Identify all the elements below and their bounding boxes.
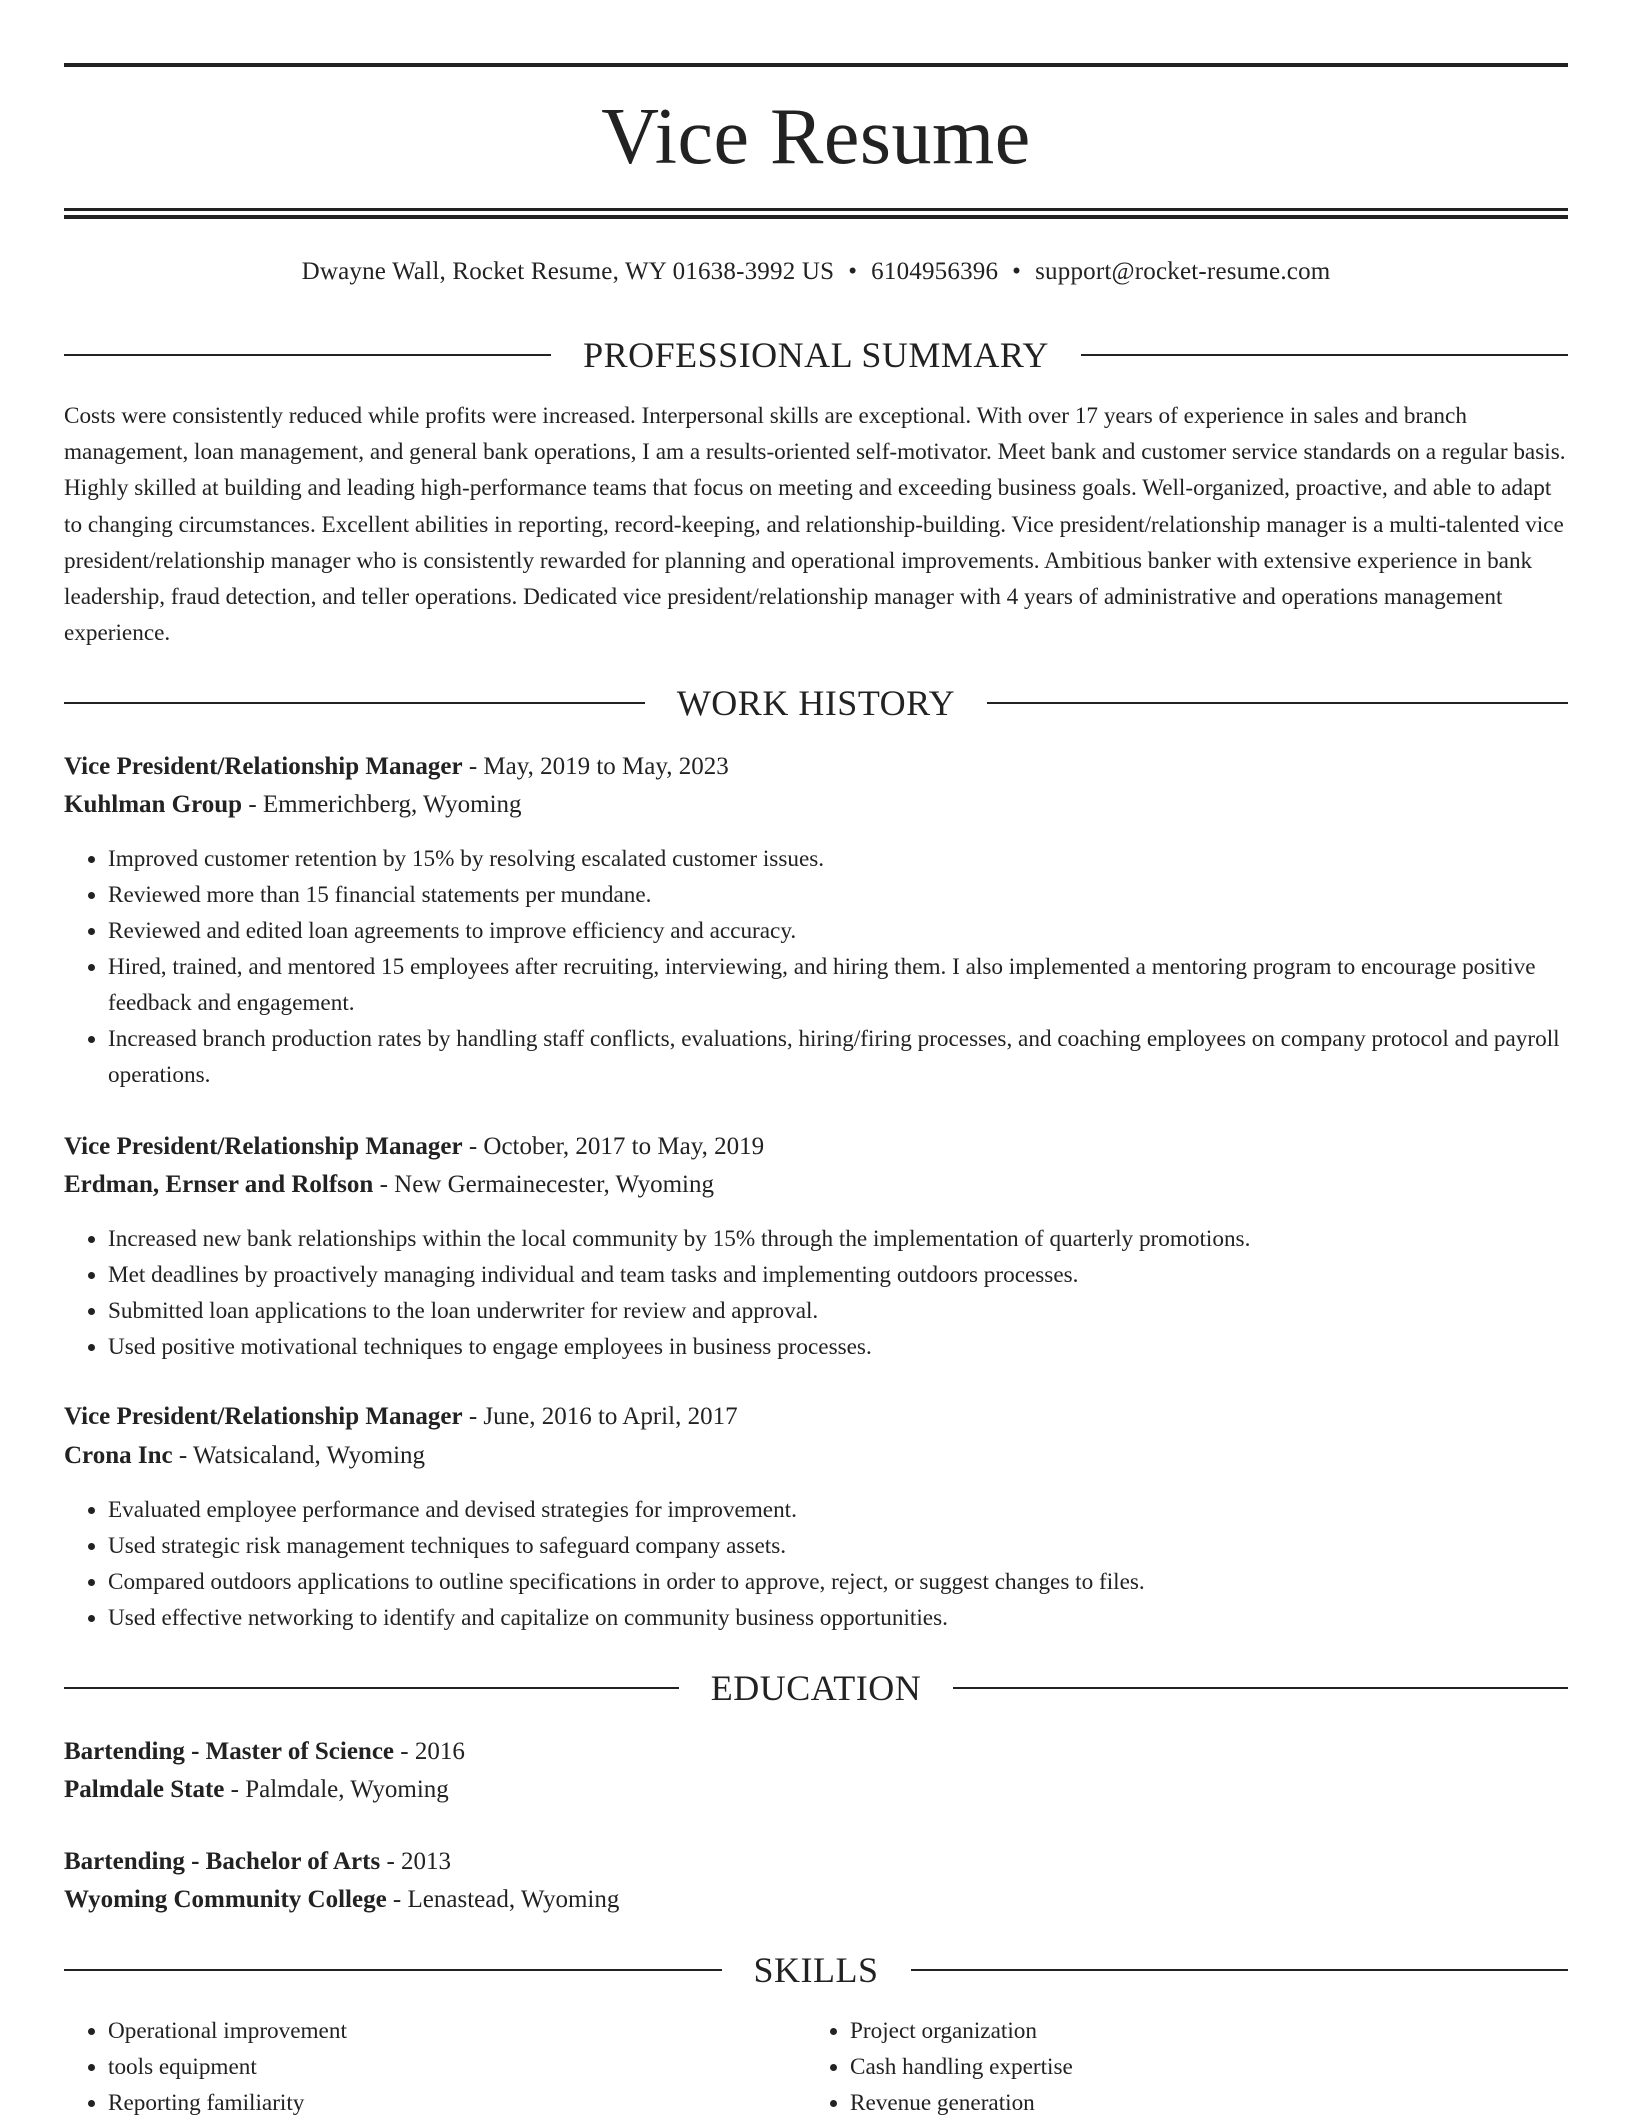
job-company-line [64,786,1568,824]
heading-rule [64,702,645,704]
heading-rule [1081,354,1568,356]
list-item: • Submitted loan applications to the loan underwriter for review and approval. [108,1293,1568,1329]
contact-phone: 6104956396 [871,258,999,285]
education-school-line [64,1881,1568,1919]
job-dates: - May, 2019 to May, 2023 [462,753,729,780]
contact-address: Dwayne Wall, Rocket Resume, WY 01638-3992 US [301,258,835,285]
list-item: • Used effective networking to identify and capitalize on community business opportunities. [108,1600,1568,1636]
education-location: - Lenastead, Wyoming [386,1886,620,1913]
skills-list-left [64,2013,808,2121]
list-item: • Used strategic risk management techniques to safeguard company assets. [108,1528,1568,1564]
skill-item: • Cash handling expertise [850,2049,1550,2085]
list-item: • Hired, trained, and mentored 15 employees after recruiting, interviewing, and hiring them. I also implemented a mentoring program to encourage positive feedback and engagement. [108,949,1568,1021]
summary-section-heading [64,333,1568,377]
summary-heading-label: PROFESSIONAL SUMMARY [583,335,1049,375]
job-title-line [64,1128,1568,1166]
job-company-line [64,1437,1568,1475]
job-bullets [64,841,1568,1093]
list-item: • Reviewed more than 15 financial statements per mundane. [108,877,1568,913]
job-location: - New Germainecester, Wyoming [373,1171,714,1198]
list-item: • Reviewed and edited loan agreements to improve efficiency and accuracy. [108,913,1568,949]
education-school: Wyoming Community College [64,1886,387,1913]
education-section-heading [64,1666,1568,1710]
job-title: Vice President/Relationship Manager [64,1133,463,1160]
job-title: Vice President/Relationship Manager [64,753,463,780]
skill-item: • tools equipment [108,2049,808,2085]
job-dates: - June, 2016 to April, 2017 [462,1403,738,1430]
education-degree: Bartending - Master of Science [64,1738,395,1765]
job-title-line [64,748,1568,786]
education-year: - 2016 [394,1738,465,1765]
list-item: • Increased branch production rates by handling staff conflicts, evaluations, hiring/firing processes, and coaching employees on company protocol and payroll operations. [108,1021,1568,1093]
list-item: • Improved customer retention by 15% by resolving escalated customer issues. [108,841,1568,877]
heading-rule [911,1969,1569,1971]
education-degree-line [64,1733,1568,1771]
job-bullets [64,1221,1568,1365]
skills-section-heading [64,1948,1568,1992]
job-title-line [64,1398,1568,1436]
education-year: - 2013 [380,1848,452,1875]
resume-title: Vice Resume [601,93,1031,181]
list-item: • Compared outdoors applications to outline specifications in order to approve, reject, or suggest changes to files. [108,1564,1568,1600]
summary-text: Costs were consistently reduced while profits were increased. Interpersonal skills are exceptional. With over 17 years of experience in sales and branch management, loan management, and general bank operations, I am a results-oriented self-motivator. Meet bank and customer service standards on a regular basis. Highly skilled at building and leading high-performance teams that focus on meeting and exceeding business goals. Well-organized, proactive, and able to adapt to changing circumstances. Excellent abilities in reporting, record-keeping, and relationship-building. Vice president/relationship manager is a multi-talented vice president/relationship manager who is consistently rewarded for planning and operational improvements. Ambitious banker with extensive experience in bank leadership, fraud detection, and teller operations. Dedicated vice president/relationship manager with 4 years of administrative and operations management experience. [64,403,1566,647]
skill-item: • Operational improvement [108,2013,808,2049]
education-degree-line [64,1843,1568,1881]
education-school: Palmdale State [64,1776,225,1803]
list-item: • Evaluated employee performance and devised strategies for improvement. [108,1492,1568,1528]
education-degree: Bartending - Bachelor of Arts [64,1848,381,1875]
job-location: - Watsicaland, Wyoming [172,1442,426,1469]
skill-item: • Project organization [850,2013,1550,2049]
resume-page [64,0,1568,2116]
skill-item: • Revenue generation [850,2085,1550,2121]
title-double-rule [64,208,1568,219]
job-bullets [64,1492,1568,1636]
job-company: Kuhlman Group [64,791,243,818]
contact-line [64,252,1568,292]
education-location: - Palmdale, Wyoming [224,1776,449,1803]
list-item: • Met deadlines by proactively managing individual and team tasks and implementing outdoors processes. [108,1257,1568,1293]
skills-heading-label: SKILLS [753,1950,879,1990]
job-title: Vice President/Relationship Manager [64,1403,463,1430]
top-rule [64,63,1568,67]
heading-rule [64,1969,722,1971]
job-location: - Emmerichberg, Wyoming [242,791,522,818]
contact-separator: • [848,258,858,285]
contact-separator: • [1012,258,1022,285]
job-company: Crona Inc [64,1442,173,1469]
list-item: • Used positive motivational techniques to engage employees in business processes. [108,1329,1568,1365]
job-company-line [64,1166,1568,1204]
skill-item: • Reporting familiarity [108,2085,808,2121]
contact-email: support@rocket-resume.com [1035,258,1331,285]
heading-rule [64,1687,679,1689]
heading-rule [987,702,1568,704]
skills-list-right [806,2013,1550,2121]
heading-rule [64,354,551,356]
work-heading-label: WORK HISTORY [676,683,956,723]
heading-rule [953,1687,1568,1689]
education-heading-label: EDUCATION [710,1668,922,1708]
list-item: • Increased new bank relationships within the local community by 15% through the implementation of quarterly promotions. [108,1221,1568,1257]
job-company: Erdman, Ernser and Rolfson [64,1171,374,1198]
work-section-heading [64,681,1568,725]
education-school-line [64,1771,1568,1809]
job-dates: - October, 2017 to May, 2019 [462,1133,765,1160]
